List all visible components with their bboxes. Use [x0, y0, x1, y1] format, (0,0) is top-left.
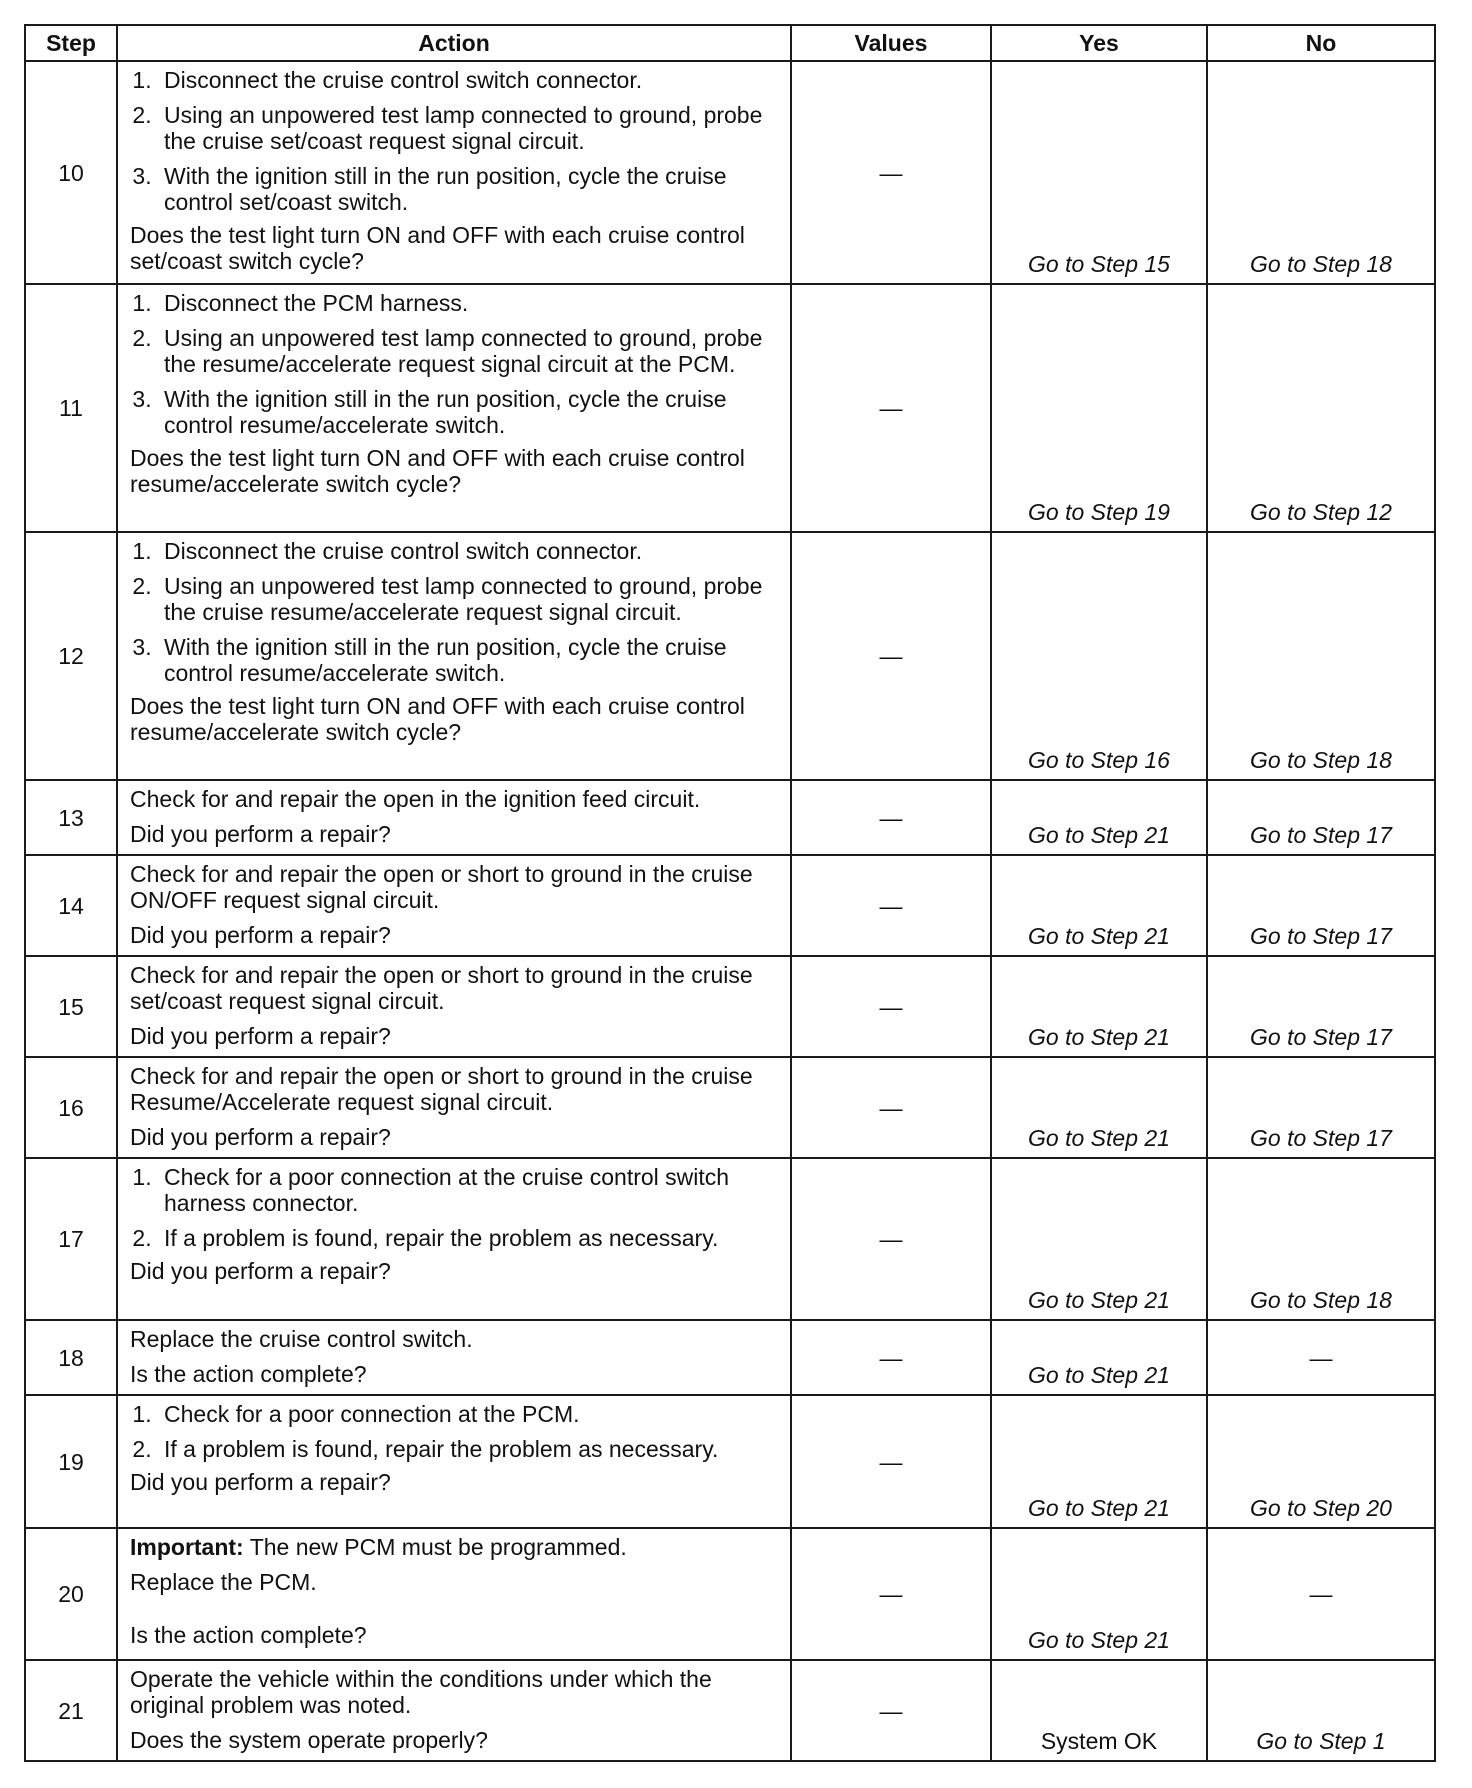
header-values: Values — [791, 25, 991, 61]
no-cell: — — [1207, 1320, 1435, 1395]
action-text: Replace the PCM. — [130, 1568, 317, 1595]
table-row — [25, 1320, 1435, 1395]
action-cell — [117, 855, 791, 956]
action-question: Did you perform a repair? — [130, 1468, 391, 1495]
values-cell: — — [791, 1395, 991, 1528]
yes-result: Go to Step 21 — [1028, 1024, 1170, 1051]
action-step: 2. If a problem is found, repair the problem as necessary. — [158, 1225, 780, 1251]
action-cell — [117, 780, 791, 855]
no-result: Go to Step 17 — [1250, 923, 1392, 950]
action-cell — [117, 284, 791, 532]
no-cell: — — [1207, 1528, 1435, 1660]
table-row — [25, 956, 1435, 1057]
action-question: Did you perform a repair? — [130, 1123, 391, 1150]
action-steps — [130, 1401, 780, 1462]
yes-cell — [991, 855, 1207, 956]
action-step: 1. Disconnect the cruise control switch connector. — [158, 538, 780, 564]
values-cell: — — [791, 1528, 991, 1660]
header-yes: Yes — [991, 25, 1207, 61]
action-question: Is the action complete? — [130, 1621, 367, 1648]
yes-result: Go to Step 19 — [1028, 499, 1170, 526]
values-cell: — — [791, 532, 991, 780]
no-result: Go to Step 20 — [1250, 1495, 1392, 1522]
action-step: 1. Check for a poor connection at the PCM. — [158, 1401, 780, 1427]
yes-result: Go to Step 15 — [1028, 251, 1170, 278]
action-question: Does the system operate properly? — [130, 1726, 488, 1753]
values-cell: — — [791, 1158, 991, 1320]
no-cell — [1207, 956, 1435, 1057]
yes-result: Go to Step 21 — [1028, 822, 1170, 849]
no-cell — [1207, 532, 1435, 780]
no-result: Go to Step 17 — [1250, 822, 1392, 849]
values-cell: — — [791, 1320, 991, 1395]
action-step: 2. Using an unpowered test lamp connected to ground, probe the cruise resume/accelerate request signal circuit. — [158, 573, 780, 625]
values-cell: — — [791, 61, 991, 284]
yes-cell — [991, 284, 1207, 532]
action-text: Check for and repair the open in the ignition feed circuit. — [130, 786, 701, 812]
step-number: 11 — [25, 284, 117, 532]
no-cell — [1207, 61, 1435, 284]
yes-result: Go to Step 16 — [1028, 747, 1170, 774]
yes-result: Go to Step 21 — [1028, 1495, 1170, 1522]
header-action: Action — [117, 25, 791, 61]
yes-cell — [991, 1158, 1207, 1320]
header-step: Step — [25, 25, 117, 61]
action-cell — [117, 956, 791, 1057]
no-cell — [1207, 284, 1435, 532]
table-row — [25, 284, 1435, 532]
action-cell — [117, 532, 791, 780]
yes-cell — [991, 61, 1207, 284]
yes-cell — [991, 1528, 1207, 1660]
values-cell: — — [791, 780, 991, 855]
table-row — [25, 1158, 1435, 1320]
yes-result: Go to Step 21 — [1028, 1627, 1170, 1654]
action-cell — [117, 1528, 791, 1660]
no-result: Go to Step 12 — [1250, 499, 1392, 526]
table-row — [25, 1528, 1435, 1660]
values-cell: — — [791, 855, 991, 956]
action-question: Did you perform a repair? — [130, 1257, 391, 1284]
action-step: 2. Using an unpowered test lamp connected to ground, probe the cruise set/coast request signal circuit. — [158, 102, 780, 154]
action-question: Did you perform a repair? — [130, 1022, 391, 1049]
action-question: Is the action complete? — [130, 1360, 367, 1387]
step-number: 18 — [25, 1320, 117, 1395]
step-number: 12 — [25, 532, 117, 780]
action-text: Check for and repair the open or short to ground in the cruise Resume/Accelerate request signal circuit. — [130, 1063, 753, 1115]
action-cell — [117, 1660, 791, 1761]
action-step: 3. With the ignition still in the run position, cycle the cruise control resume/accelerate switch. — [158, 634, 780, 686]
table-row — [25, 855, 1435, 956]
action-text: Operate the vehicle within the conditions under which the original problem was noted. — [130, 1666, 712, 1718]
yes-result: Go to Step 21 — [1028, 1287, 1170, 1314]
no-result: Go to Step 18 — [1250, 747, 1392, 774]
step-number: 20 — [25, 1528, 117, 1660]
action-step: 2. If a problem is found, repair the problem as necessary. — [158, 1436, 780, 1462]
table-row — [25, 1395, 1435, 1528]
no-result: Go to Step 17 — [1250, 1024, 1392, 1051]
no-result: Go to Step 1 — [1256, 1728, 1386, 1755]
no-cell — [1207, 780, 1435, 855]
action-question: Does the test light turn ON and OFF with each cruise control set/coast switch cycle? — [130, 221, 745, 274]
step-number: 13 — [25, 780, 117, 855]
action-steps — [130, 290, 780, 438]
diagnostic-table-page — [24, 24, 1434, 1762]
step-number: 16 — [25, 1057, 117, 1158]
values-cell: — — [791, 284, 991, 532]
yes-cell — [991, 1320, 1207, 1395]
no-cell — [1207, 1158, 1435, 1320]
action-cell — [117, 1057, 791, 1158]
action-step: 2. Using an unpowered test lamp connected to ground, probe the resume/accelerate request signal circuit at the PCM. — [158, 325, 780, 377]
yes-result: Go to Step 21 — [1028, 1362, 1170, 1389]
step-number: 19 — [25, 1395, 117, 1528]
action-steps — [130, 538, 780, 686]
yes-result: Go to Step 21 — [1028, 1125, 1170, 1152]
action-question: Did you perform a repair? — [130, 820, 391, 847]
important-label: Important: — [130, 1534, 244, 1560]
yes-cell — [991, 1395, 1207, 1528]
action-question: Does the test light turn ON and OFF with each cruise control resume/accelerate switch cycle? — [130, 692, 745, 745]
step-number: 14 — [25, 855, 117, 956]
important-note — [130, 1534, 780, 1560]
values-cell: — — [791, 1660, 991, 1761]
action-text: Check for and repair the open or short to ground in the cruise set/coast request signal circuit. — [130, 962, 753, 1014]
action-step: 1. Disconnect the cruise control switch connector. — [158, 67, 780, 93]
values-cell: — — [791, 1057, 991, 1158]
table-row — [25, 1660, 1435, 1761]
action-cell — [117, 1395, 791, 1528]
step-number: 21 — [25, 1660, 117, 1761]
yes-cell — [991, 532, 1207, 780]
step-number: 10 — [25, 61, 117, 284]
yes-result: System OK — [1040, 1728, 1158, 1755]
table-row — [25, 61, 1435, 284]
no-cell — [1207, 1395, 1435, 1528]
diagnostic-table — [24, 24, 1436, 1762]
yes-cell — [991, 956, 1207, 1057]
step-number: 15 — [25, 956, 117, 1057]
action-text: Check for and repair the open or short to ground in the cruise ON/OFF request signal circuit. — [130, 861, 753, 913]
action-step: 1. Disconnect the PCM harness. — [158, 290, 780, 316]
no-cell — [1207, 1057, 1435, 1158]
yes-cell — [991, 1660, 1207, 1761]
action-step: 3. With the ignition still in the run position, cycle the cruise control resume/accelerate switch. — [158, 386, 780, 438]
no-result: Go to Step 18 — [1250, 251, 1392, 278]
yes-cell — [991, 1057, 1207, 1158]
table-row — [25, 1057, 1435, 1158]
action-text: Replace the cruise control switch. — [130, 1326, 473, 1352]
no-cell — [1207, 855, 1435, 956]
header-row — [25, 25, 1435, 61]
yes-cell — [991, 780, 1207, 855]
action-steps — [130, 1164, 780, 1251]
action-question: Does the test light turn ON and OFF with each cruise control resume/accelerate switch cycle? — [130, 444, 745, 497]
action-cell — [117, 1158, 791, 1320]
values-cell: — — [791, 956, 991, 1057]
no-result: Go to Step 17 — [1250, 1125, 1392, 1152]
action-cell — [117, 61, 791, 284]
action-steps — [130, 67, 780, 215]
action-question: Did you perform a repair? — [130, 921, 391, 948]
yes-result: Go to Step 21 — [1028, 923, 1170, 950]
header-no: No — [1207, 25, 1435, 61]
important-text: The new PCM must be programmed. — [243, 1534, 627, 1560]
table-row — [25, 780, 1435, 855]
action-step: 3. With the ignition still in the run position, cycle the cruise control set/coast switch. — [158, 163, 780, 215]
step-number: 17 — [25, 1158, 117, 1320]
table-row — [25, 532, 1435, 780]
no-cell — [1207, 1660, 1435, 1761]
action-step: 1. Check for a poor connection at the cruise control switch harness connector. — [158, 1164, 780, 1216]
action-cell — [117, 1320, 791, 1395]
no-result: Go to Step 18 — [1250, 1287, 1392, 1314]
